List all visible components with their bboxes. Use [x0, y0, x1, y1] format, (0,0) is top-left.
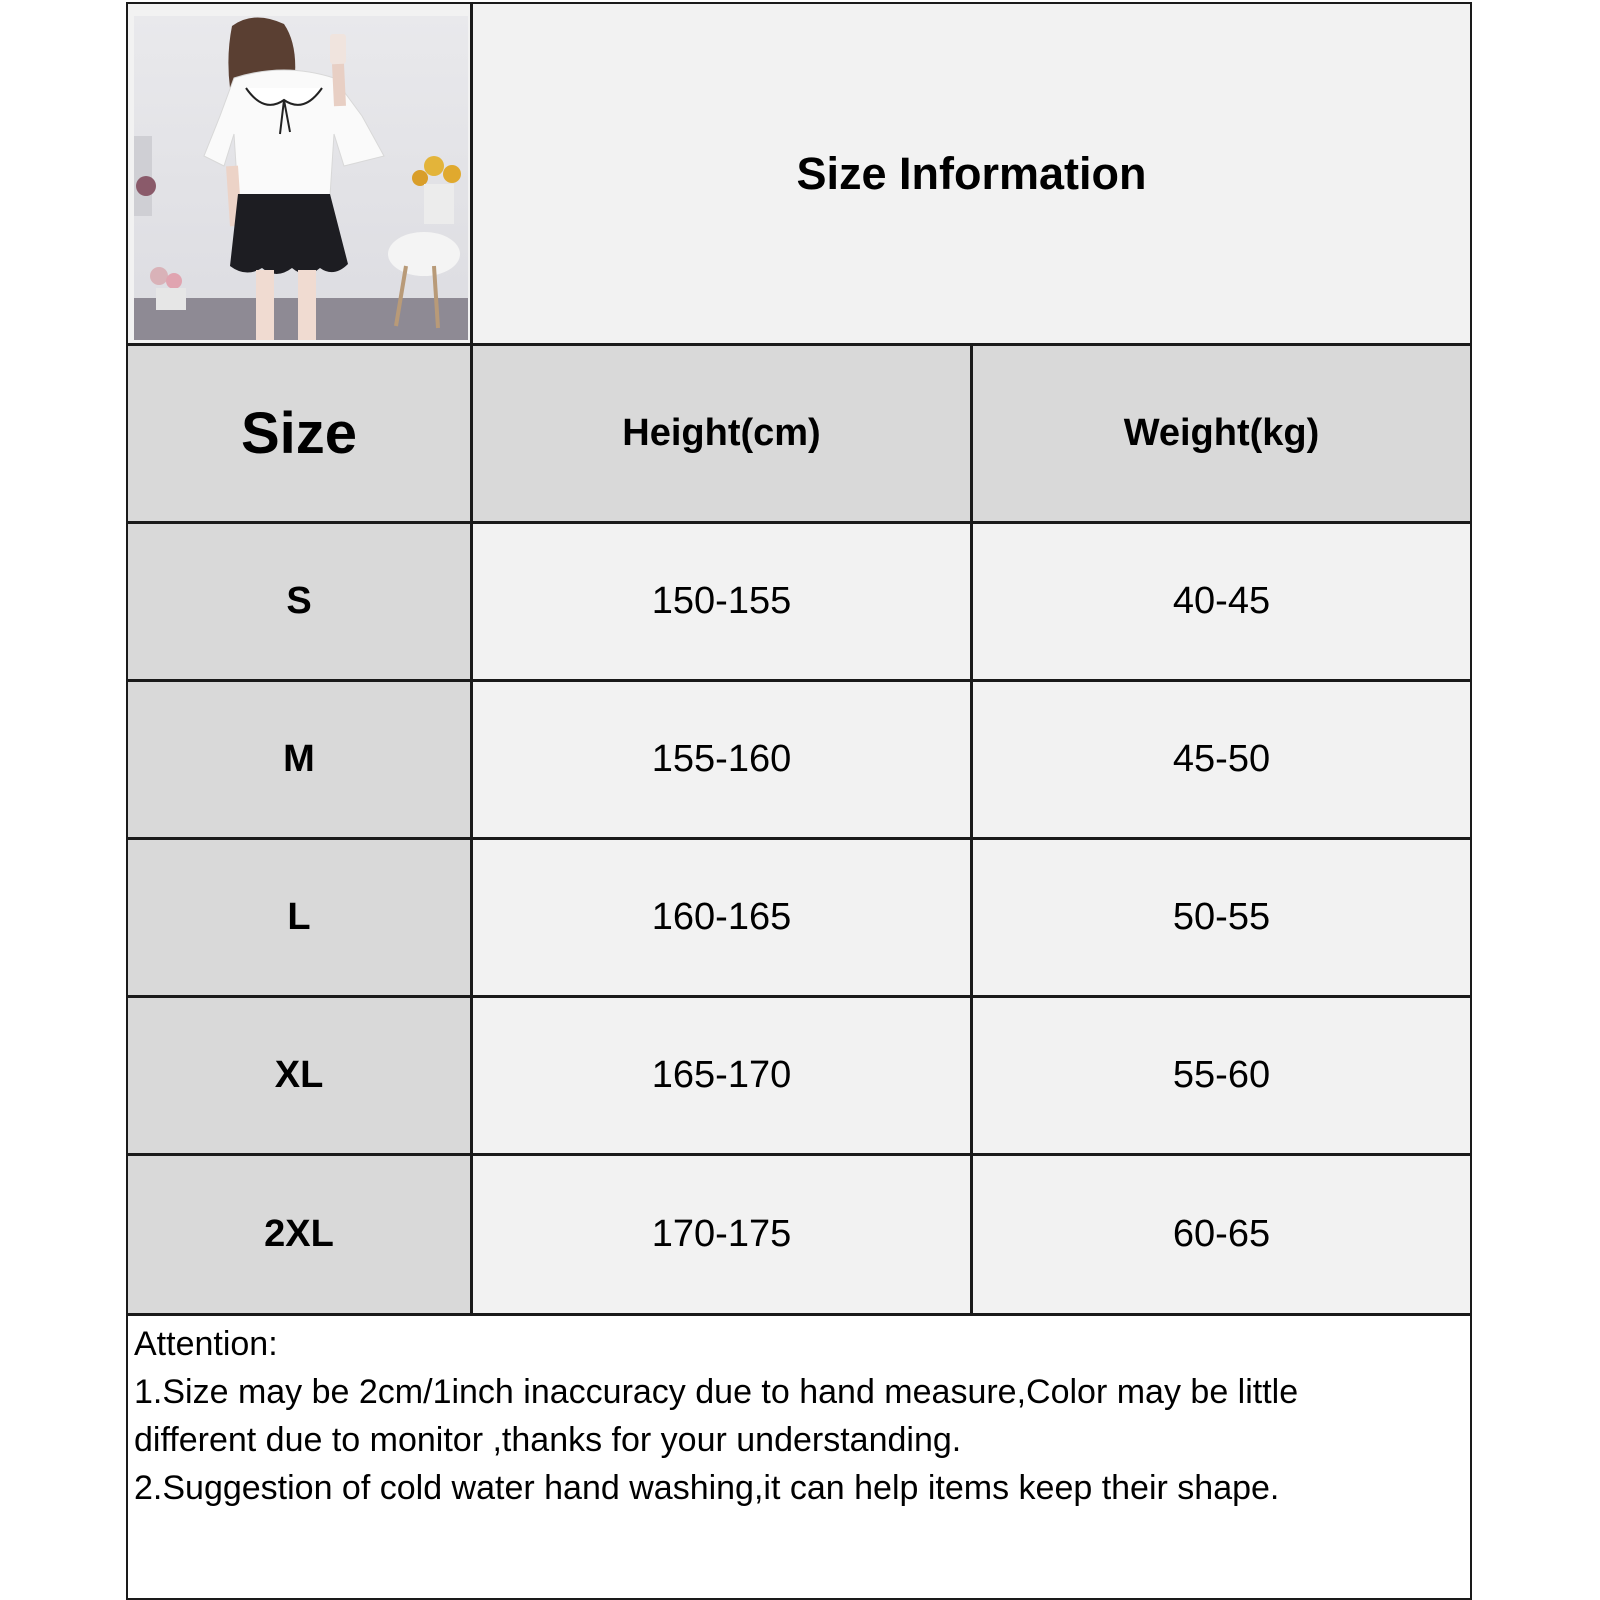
table-cell-weight [973, 524, 1470, 679]
weight-value: 60-65 [1172, 1213, 1271, 1255]
title-cell [473, 4, 1470, 343]
column-header-size-label: Size [240, 401, 358, 466]
table-cell-height [473, 1156, 970, 1313]
height-value: 170-175 [651, 1213, 792, 1255]
weight-value: 45-50 [1172, 738, 1271, 780]
page-title: Size Information [796, 147, 1147, 199]
table-cell-weight [973, 840, 1470, 995]
table-cell-height [473, 524, 970, 679]
attention-notes [128, 1316, 1470, 1598]
product-photo-illustration [134, 16, 468, 340]
table-cell-weight [973, 998, 1470, 1153]
notes-line-1: 1.Size may be 2cm/1inch inaccuracy due to hand measure,Color may be little [134, 1373, 1299, 1411]
column-header-height-label: Height(cm) [622, 412, 821, 454]
size-label: L [287, 896, 311, 938]
notes-line-3: 2.Suggestion of cold water hand washing,it can help items keep their shape. [134, 1469, 1280, 1507]
table-row-size [128, 524, 470, 679]
size-label: 2XL [264, 1213, 334, 1255]
product-photo [134, 16, 468, 340]
weight-value: 50-55 [1172, 896, 1271, 938]
table-row-size [128, 682, 470, 837]
size-label: M [283, 738, 315, 780]
table-row-size [128, 1156, 470, 1313]
column-header-height [473, 346, 970, 521]
size-label: S [286, 580, 312, 622]
product-photo-cell [128, 4, 470, 343]
weight-value: 55-60 [1172, 1054, 1271, 1096]
column-header-weight [973, 346, 1470, 521]
table-cell-height [473, 998, 970, 1153]
table-row-size [128, 998, 470, 1153]
table-cell-height [473, 682, 970, 837]
weight-value: 40-45 [1172, 580, 1271, 622]
height-value: 160-165 [651, 896, 792, 938]
size-label: XL [274, 1054, 324, 1096]
column-header-size [128, 346, 470, 521]
size-chart [126, 2, 1472, 1600]
table-cell-weight [973, 682, 1470, 837]
height-value: 155-160 [651, 738, 792, 780]
notes-line-2: different due to monitor ,thanks for your understanding. [134, 1421, 962, 1459]
table-cell-height [473, 840, 970, 995]
table-row-size [128, 840, 470, 995]
height-value: 165-170 [651, 1054, 792, 1096]
height-value: 150-155 [651, 580, 792, 622]
table-cell-weight [973, 1156, 1470, 1313]
column-header-weight-label: Weight(kg) [1123, 412, 1320, 454]
notes-heading: Attention: [134, 1325, 278, 1363]
